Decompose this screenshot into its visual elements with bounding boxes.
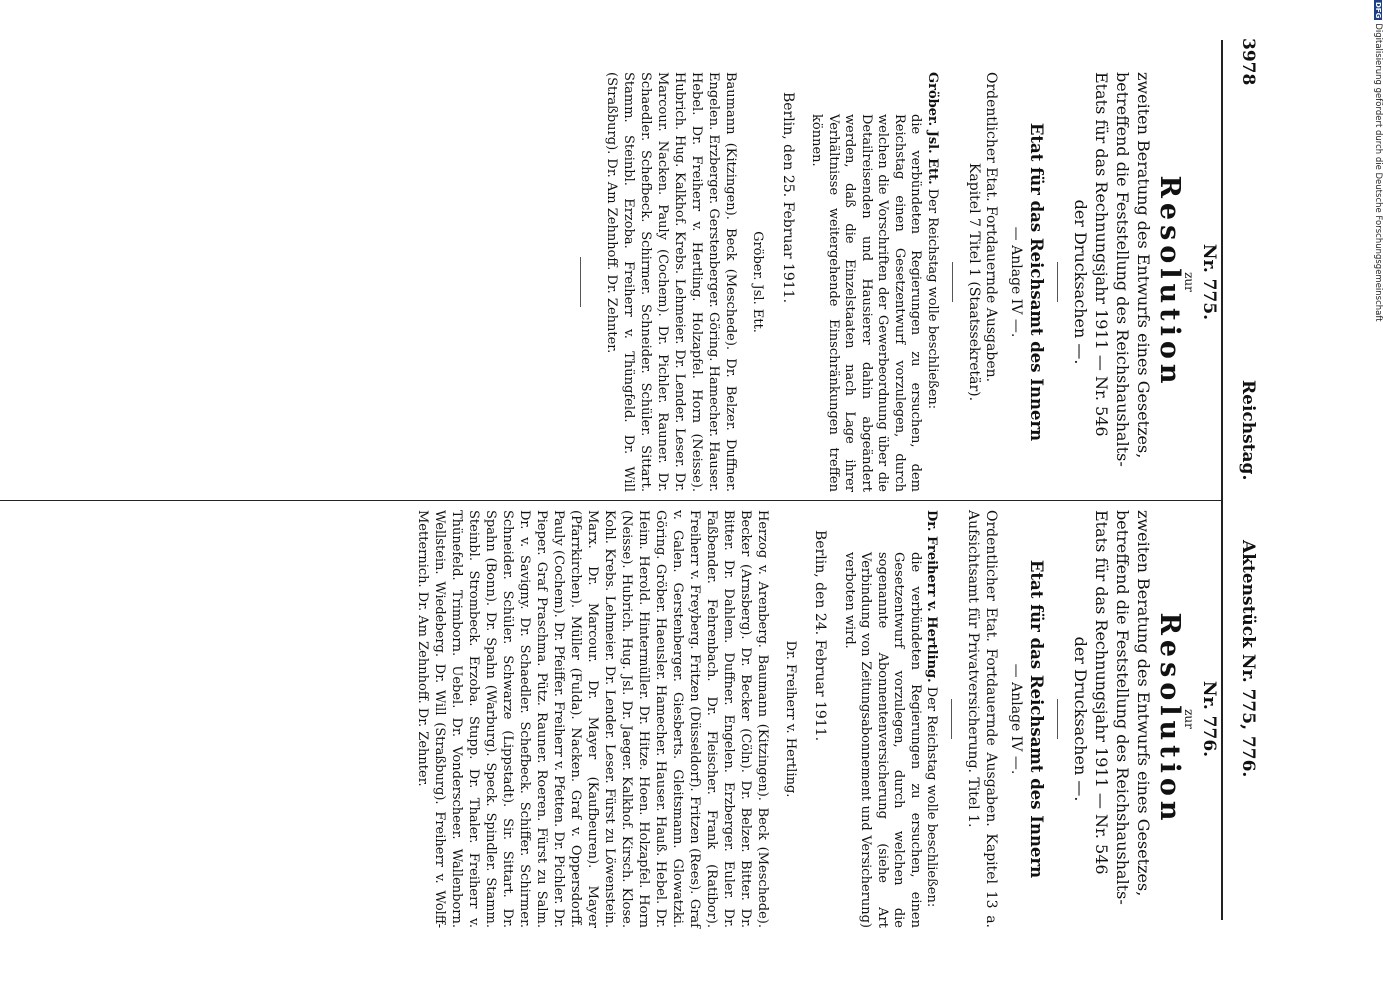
resolution-776-intro-line: der Drucksachen —. [1071,636,1091,802]
resolution-776-anlage: — Anlage IV —. [1008,663,1024,775]
resolution-775-signatories: Gröber. Jsl. Ett. [750,231,766,333]
resolution-776-title: Resolution [1154,612,1185,826]
resolution-776-zur: zur [1182,709,1197,729]
resolution-775-column [568,72,1217,492]
resolution-775-anlage: — Anlage IV —. [1008,226,1024,338]
divider [952,262,953,302]
resolution-776-intro-line: zweiten Beratung des Entwurfs eines Gesetzes, [1134,510,1154,897]
resolution-776-date: Berlin, den 24. Februar 1911. [812,530,829,742]
divider [1058,262,1059,302]
resolution-775-intro-line: Etats für das Rechnungsjahr 1911 — Nr. 546 [1092,72,1112,437]
resolution-776-column [415,510,1218,928]
resolution-775-motion [808,72,940,492]
resolution-776-ordentlicher-etat: Ordentlicher Etat. Fortdauernde Ausgaben. Kapitel 13 a. Aufsichtsamt für Privatversicherung. Titel 1. [965,510,1000,928]
resolution-775-etat-heading: Etat für das Reichsamt des Innern [1027,122,1047,442]
resolution-775-ordentlicher-etat: Ordentlicher Etat. Fortdauernde Ausgaben. [983,72,1000,383]
resolution-776-etat-heading: Etat für das Reichsamt des Innern [1027,559,1047,879]
resolution-776-motion [841,510,940,928]
resolution-775-motion-movers: Gröber. Jsl. Ett. [925,72,940,185]
resolution-776-motion-text: Der Reichstag wolle beschließen: [924,686,940,908]
header-rule [1221,40,1223,920]
resolution-775-number: Nr. 775. [1199,243,1219,321]
resolution-775-zur: zur [1182,272,1197,292]
digitization-footer [1373,0,1383,1000]
divider [1058,699,1059,739]
divider [952,699,953,739]
divider [580,257,581,307]
publication-title: Reichstag. [1238,380,1258,481]
page-number: 3978 [1238,38,1258,86]
resolution-776-motion-movers: Dr. Freiherr v. Hertling. [924,510,940,683]
resolution-776-motion-body: die verbündeten Regierungen zu ersuchen, einen Gesetzentwurf vorzulegen, durch welchen die sogenannte Abonnentenversicherung (siehe Art Verbindung von Zeitungsabonnement und Versicherung) verboten wird. [842,552,923,928]
resolution-776-intro-line: betreffend die Feststellung des Reichshaushalts- [1113,510,1133,905]
dfg-logo: DFG [1374,2,1382,19]
resolution-775-intro-line: betreffend die Feststellung des Reichshaushalts- [1113,72,1133,467]
resolution-775-motion-text: Der Reichstag wolle beschließen: [925,188,940,410]
resolution-775-date: Berlin, den 25. Februar 1911. [780,92,796,304]
resolution-775-title: Resolution [1154,175,1185,389]
column-rule [0,500,1221,501]
resolution-775-motion-body: die verbündeten Regierungen zu ersuchen, dem Reichstag einen Gesetzentwurf vorzulegen, durch welchen die Vorschriften der Gewerbeordnung über die Detailreisenden und Hausierer dahin abgeändert werden, daß die Einzelstaaten nach Lage ihrer Verhältnisse weitergehende Einschränkungen treffen können. [809,114,924,492]
resolution-776-signatories: Dr. Freiherr v. Hertling. [783,640,798,798]
resolution-775-kapitel: Kapitel 7 Titel 1 (Staatssekretär). [966,162,983,402]
resolution-776-intro-line: Etats für das Rechnungsjahr 1911 — Nr. 546 [1092,510,1112,875]
document-reference: Aktenstück Nr. 775, 776. [1238,540,1258,778]
resolution-775-intro-line: zweiten Beratung des Entwurfs eines Gesetzes, [1134,72,1154,459]
resolution-776-number: Nr. 776. [1199,680,1219,758]
resolution-776-supporters: Herzog v. Arenberg. Baumann (Kitzingen). Beck (Meschede). Becker (Arnsberg). Dr. Becker (Cöln). Dr. Belzer. Bitter. Dr. Bitter. Dr. Dahlem. Duffner. Engelen. Erzberger. Euler. Dr. Faßbender. Fehrenbach. Dr. Fleischer. Frank (Ratibor). Freiherr v. Freyberg. Fritzen (Düsseldorf). Fritzen (Rees). Graf v. Galen. Gerstenberger. Giesberts. Gleitsmann. Glowatzki. Göring. Gröber. Haeusler. Hamecher. Hauser. Hauß. Hebel. Dr. Heim. Herold. Hintermüller. Dr. Hitze. Hoen. Holzapfel. Horn (Neisse). Hubrich. Hug. Jsl. Dr. Jaeger. Kalkhof. Kirsch. Klose. Kohl. Krebs. Lehmeier. Dr. Lender. Leser. Fürst zu Löwenstein. Marx. Dr. Marcour. Dr. Mayer (Kaufbeuren). Mayer (Pfarrkirchen). Müller (Fulda). Nacken. Graf v. Oppersdorff. Pauly (Cochem). Dr. Pfeiffer. Freiherr v. Pfetten. Dr. Pichler. Dr. Pieper. Graf Praschma. Pütz. Rauner. Roeren. Fürst zu Salm. Dr. v. Savigny. Dr. Schaedler. Schefbeck. Schiffer. Schirmer. Schneider. Schüler. Schwarze (Lippstadt). Sir. Sittart. Dr. Spahn (Bonn). Dr. Spahn (Warburg). Speck. Spindler. Stamm. Steinbl. Strombeck. Erzoba. Stupp. Dr. Thaler. Freiherr v. Thünefeld. Trimborn. Uebel. Dr. Vonderscheer. Wallenborn. Wellstein. Wiedeberg. Dr. Will (Straßburg). Freiherr v. Wolff-Metternich. Dr. Am Zehnhoff. Dr. Zehnter. [415,510,771,928]
resolution-775-intro [1071,72,1155,492]
digitization-credit: Digitalisierung gefördert durch die Deutsche Forschungsgemeinschaft [1373,23,1383,322]
resolution-775-supporters: Baumann (Kitzingen). Beck (Meschede). Dr. Belzer. Duffner. Engelen. Erzberger. Gerstenberger. Göring. Hamecher. Hauser. Hebel. Dr. Freiherr v. Hertling. Holzapfel. Horn (Neisse). Hubrich. Hug. Kalkhof. Krebs. Lehmeier. Dr. Lender. Leser. Dr. Marcour. Nacken. Pauly (Cochem). Dr. Pichler. Rauner. Dr. Schaedler. Schefbeck. Schirmer. Schneider. Schüler. Sittart. Stamm. Steinbl. Erzoba. Freiherr v. Thüngfeld. Dr. Will (Straßburg). Dr. Am Zehnhoff. Dr. Zehnter. [604,72,738,492]
resolution-775-intro-line: der Drucksachen —. [1071,199,1091,365]
resolution-776-intro [1071,510,1155,928]
